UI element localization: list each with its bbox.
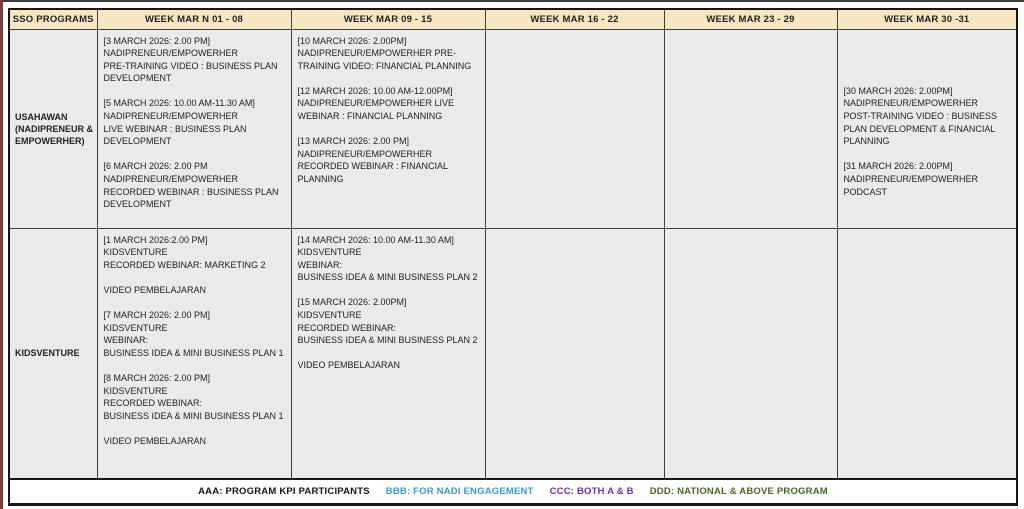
program-row-kidsventure: [9, 228, 1017, 479]
blank-line: [104, 271, 288, 284]
column-header-3: WEEK MAR 16 - 22: [485, 9, 664, 29]
program-label-line: EMPOWERHER): [15, 135, 85, 146]
schedule-text-line: [8 MARCH 2026: 2.00 PM]: [103, 373, 211, 384]
blank-line: [298, 72, 482, 85]
schedule-text-line: KIDSVENTURE: [297, 310, 362, 321]
schedule-text-line: [15 MARCH 2026: 2.00PM]: [297, 297, 407, 308]
schedule-text-line: WEBINAR:: [297, 259, 343, 270]
schedule-text-line: [5 MARCH 2026: 10.00 AM-11.30 AM]: [103, 98, 255, 109]
blank-line: [298, 123, 482, 136]
schedule-text-line: KIDSVENTURE: [103, 322, 168, 333]
legend-segment-1: BBB: FOR NADI ENGAGEMENT: [385, 485, 534, 497]
schedule-cell-kidsventure-week5: [837, 228, 1017, 479]
schedule-text-line: KIDSVENTURE: [297, 247, 362, 258]
blank-line: [104, 85, 288, 98]
schedule-text-line: PLAN DEVELOPMENT & FINANCIAL: [843, 123, 996, 134]
schedule-text-line: NADIPRENEUR/EMPOWERHER PRE-: [297, 48, 457, 59]
schedule-text-line: DEVELOPMENT: [103, 199, 172, 210]
blank-line: [844, 47, 1014, 60]
legend: [10, 486, 1016, 497]
schedule-cell-usahawan-week1: [97, 29, 291, 228]
blank-line: [298, 347, 482, 360]
schedule-text-line: PLANNING: [297, 174, 344, 185]
schedule-text-line: [31 MARCH 2026: 2.00PM]: [843, 161, 953, 172]
header-row: [9, 9, 1017, 29]
schedule-text-line: [10 MARCH 2026: 2.00PM]: [297, 35, 407, 46]
schedule-text-line: KIDSVENTURE: [103, 385, 168, 396]
schedule-text-line: PRE-TRAINING VIDEO : BUSINESS PLAN: [103, 60, 278, 71]
program-label-usahawan: [9, 29, 97, 228]
schedule-text-line: [13 MARCH 2026: 2.00 PM]: [297, 136, 410, 147]
blank-line: [844, 35, 1014, 48]
blank-line: [104, 148, 288, 161]
legend-cell: [9, 479, 1017, 504]
schedule-cell-usahawan-week5: [837, 29, 1017, 228]
schedule-text-line: VIDEO PEMBELAJARAN: [103, 284, 207, 295]
schedule-text-line: WEBINAR:: [103, 335, 149, 346]
blank-line: [104, 296, 288, 309]
schedule-text-line: NADIPRENEUR/EMPOWERHER: [103, 174, 239, 185]
schedule-text-line: WEBINAR : FINANCIAL PLANNING: [297, 111, 443, 122]
program-label-line: KIDSVENTURE: [15, 348, 80, 359]
schedule-text-line: RECORDED WEBINAR:: [103, 398, 203, 409]
schedule-text-line: KIDSVENTURE: [103, 247, 168, 258]
schedule-cell-kidsventure-week3: [485, 228, 664, 479]
column-header-0: SSO PROGRAMS: [9, 9, 97, 29]
schedule-cell-kidsventure-week1: [97, 228, 291, 479]
blank-line: [844, 60, 1014, 73]
schedule-cell-usahawan-week4: [664, 29, 837, 228]
schedule-text-line: BUSINESS IDEA & MINI BUSINESS PLAN 1: [103, 347, 284, 358]
blank-line: [844, 72, 1014, 85]
schedule-text-line: BUSINESS IDEA & MINI BUSINESS PLAN 2: [297, 335, 478, 346]
schedule-text-line: VIDEO PEMBELAJARAN: [103, 436, 207, 446]
legend-segment-2: CCC: BOTH A & B: [549, 485, 634, 497]
schedule-text-line: NADIPRENEUR/EMPOWERHER: [103, 48, 239, 59]
program-label-kidsventure: [9, 228, 97, 479]
schedule-text-line: PLANNING: [843, 136, 890, 147]
legend-segment-3: DDD: NATIONAL & ABOVE PROGRAM: [649, 485, 828, 497]
schedule-text-line: RECORDED WEBINAR : BUSINESS PLAN: [103, 186, 279, 197]
schedule-text-line: BUSINESS IDEA & MINI BUSINESS PLAN 1: [103, 410, 284, 421]
page-edge-left: [0, 0, 3, 509]
blank-line: [104, 422, 288, 435]
schedule-text-line: NADIPRENEUR/EMPOWERHER: [297, 148, 433, 159]
blank-line: [104, 359, 288, 372]
column-header-4: WEEK MAR 23 - 29: [664, 9, 837, 29]
schedule-text-line: POST-TRAINING VIDEO : BUSINESS: [843, 111, 998, 122]
schedule-cell-usahawan-week3: [485, 29, 664, 228]
schedule-text-line: PODCAST: [843, 186, 888, 197]
schedule-text-line: [7 MARCH 2026: 2.00 PM]: [103, 310, 211, 321]
schedule-text-line: [14 MARCH 2026: 10.00 AM-11.30 AM]: [297, 234, 454, 245]
schedule-text-line: BUSINESS IDEA & MINI BUSINESS PLAN 2: [297, 272, 478, 283]
schedule-text-line: RECORDED WEBINAR: MARKETING 2: [103, 259, 266, 270]
schedule-cell-kidsventure-week4: [664, 228, 837, 479]
page-edge-top: [0, 0, 1024, 2]
schedule-text-line: DEVELOPMENT: [103, 136, 172, 147]
column-header-1: WEEK MAR N 01 - 08: [97, 9, 291, 29]
schedule-table: [8, 8, 1018, 506]
schedule-text-line: NADIPRENEUR/EMPOWERHER: [103, 111, 239, 122]
schedule-text-line: RECORDED WEBINAR:: [297, 322, 397, 333]
schedule-text-line: NADIPRENEUR/EMPOWERHER: [843, 98, 979, 109]
blank-line: [844, 148, 1014, 161]
schedule-text-line: [1 MARCH 2026:2.00 PM]: [103, 234, 208, 245]
legend-segment-0: AAA: PROGRAM KPI PARTICIPANTS: [198, 485, 370, 497]
schedule-text-line: [30 MARCH 2026: 2.00PM]: [843, 85, 953, 96]
legend-row: [9, 479, 1017, 504]
schedule-text-line: [12 MARCH 2026: 10.00 AM-12.00PM]: [297, 85, 453, 96]
program-row-usahawan: [9, 29, 1017, 228]
schedule-text-line: DEVELOPMENT: [103, 73, 172, 84]
column-header-2: WEEK MAR 09 - 15: [291, 9, 485, 29]
column-header-5: WEEK MAR 30 -31: [837, 9, 1017, 29]
schedule-text-line: RECORDED WEBINAR : FINANCIAL: [297, 161, 449, 172]
schedule-text-line: [3 MARCH 2026: 2.00 PM]: [103, 35, 211, 46]
program-label-line: USAHAWAN: [15, 111, 68, 122]
schedule-text-line: NADIPRENEUR/EMPOWERHER: [843, 174, 979, 185]
schedule-text-line: LIVE WEBINAR : BUSINESS PLAN: [103, 123, 247, 134]
program-label-line: (NADIPRENEUR &: [15, 123, 94, 134]
schedule-text-line: [6 MARCH 2026: 2.00 PM: [103, 161, 208, 172]
schedule-cell-usahawan-week2: [291, 29, 485, 228]
schedule-text-line: VIDEO PEMBELAJARAN: [297, 360, 401, 371]
schedule-text-line: NADIPRENEUR/EMPOWERHER LIVE: [297, 98, 455, 109]
schedule-cell-kidsventure-week2: [291, 228, 485, 479]
schedule-text-line: TRAINING VIDEO: FINANCIAL PLANNING: [297, 60, 472, 71]
blank-line: [298, 284, 482, 297]
